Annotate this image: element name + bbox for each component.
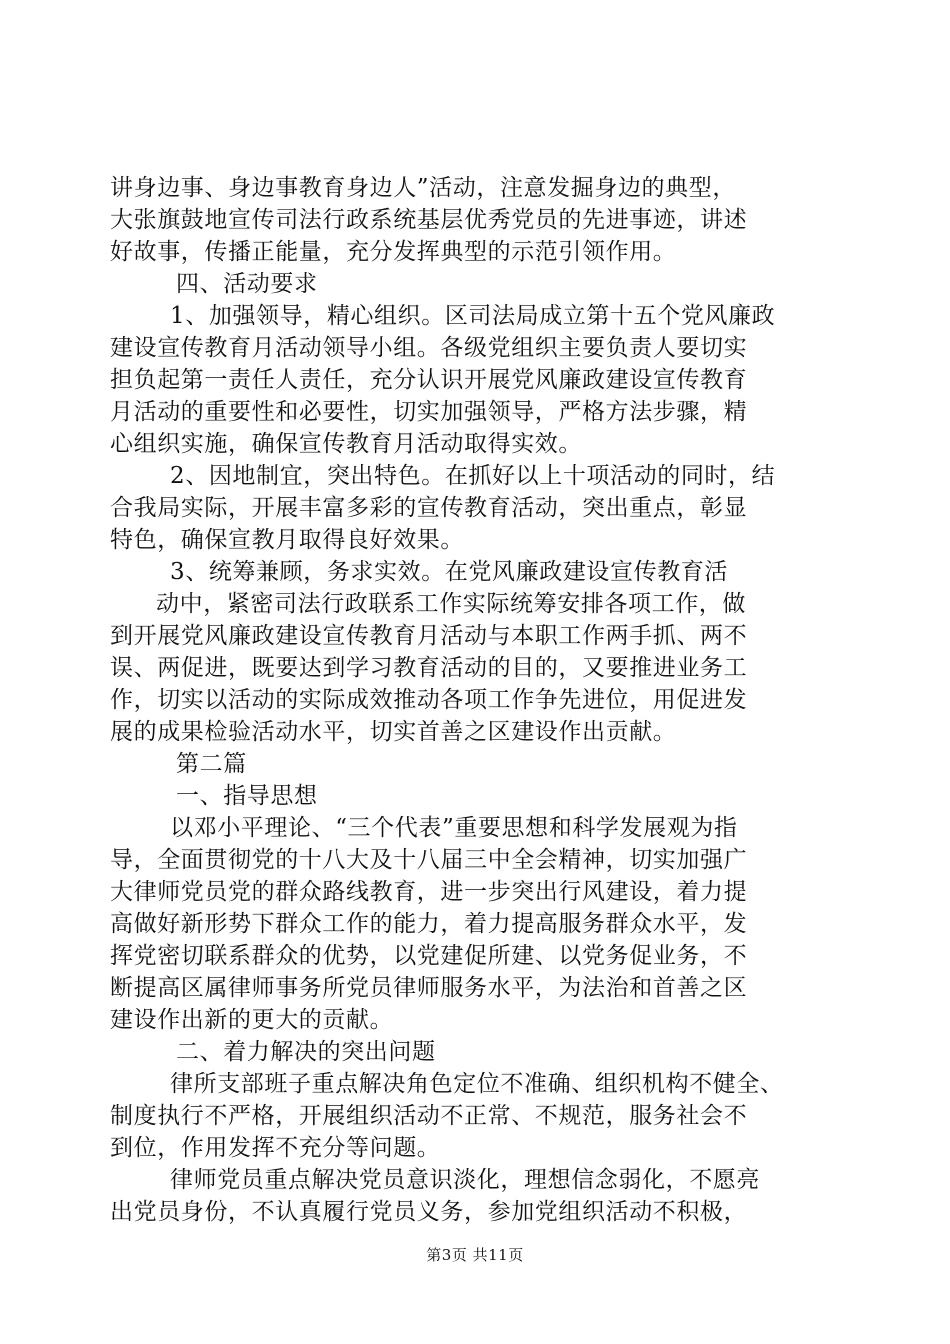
text-line: 制度执行不严格，开展组织活动不正常、不规范，服务社会不 <box>110 1103 748 1129</box>
section-heading: 二、着力解决的突出问题 <box>176 1039 436 1065</box>
text-line: 建设作出新的更大的贡献。 <box>110 1007 394 1033</box>
section-heading: 第二篇 <box>176 751 247 777</box>
text-line: 展的成果检验活动水平，切实首善之区建设作出贡献。 <box>110 719 677 745</box>
text-line: 到开展党风廉政建设宣传教育月活动与本职工作两手抓、两不 <box>110 623 748 649</box>
text-line: 导，全面贯彻党的十八大及十八届三中全会精神，切实加强广 <box>110 847 748 873</box>
text-line: 特色，确保宣教月取得良好效果。 <box>110 527 464 553</box>
text-line: 心组织实施，确保宣传教育月活动取得实效。 <box>110 431 582 457</box>
text-line: 出党员身份，不认真履行党员义务，参加党组织活动不积极， <box>110 1199 748 1225</box>
text-line: 作，切实以活动的实际成效推动各项工作争先进位，用促进发 <box>110 687 748 713</box>
text-line: 月活动的重要性和必要性，切实加强领导，严格方法步骤，精 <box>110 399 748 425</box>
text-line: 高做好新形势下群众工作的能力，着力提高服务群众水平，发 <box>110 911 748 937</box>
text-line: 1、加强领导，精心组织。区司法局成立第十五个党风廉政 <box>170 303 776 329</box>
section-heading: 四、活动要求 <box>176 271 318 297</box>
text-line: 误、两促进，既要达到学习教育活动的目的，又要推进业务工 <box>110 655 748 681</box>
text-line: 2、因地制宜，突出特色。在抓好以上十项活动的同时，结 <box>170 463 776 489</box>
text-line: 合我局实际，开展丰富多彩的宣传教育活动，突出重点，彰显 <box>110 495 748 521</box>
text-line: 大张旗鼓地宣传司法行政系统基层优秀党员的先进事迹，讲述 <box>110 207 748 233</box>
text-line: 讲身边事、身边事教育身边人”活动，注意发掘身边的典型， <box>110 175 736 201</box>
text-line: 担负起第一责任人责任，充分认识开展党风廉政建设宣传教育 <box>110 367 748 393</box>
text-line: 挥党密切联系群众的优势，以党建促所建、以党务促业务，不 <box>110 943 748 969</box>
text-line: 律师党员重点解决党员意识淡化，理想信念弱化，不愿亮 <box>170 1167 760 1193</box>
text-line: 好故事，传播正能量，充分发挥典型的示范引领作用。 <box>110 239 677 265</box>
text-line: 建设宣传教育月活动领导小组。各级党组织主要负责人要切实 <box>110 335 748 361</box>
section-heading: 一、指导思想 <box>176 783 318 809</box>
text-line: 大律师党员党的群众路线教育，进一步突出行风建设，着力提 <box>110 879 748 905</box>
text-line: 动中，紧密司法行政联系工作实际统筹安排各项工作，做 <box>156 591 746 617</box>
text-line: 到位，作用发挥不充分等问题。 <box>110 1135 441 1161</box>
text-line: 律所支部班子重点解决角色定位不准确、组织机构不健全、 <box>170 1071 784 1097</box>
text-line: 断提高区属律师事务所党员律师服务水平，为法治和首善之区 <box>110 975 748 1001</box>
text-line: 以邓小平理论、“三个代表”重要思想和科学发展观为指 <box>170 815 738 841</box>
page-number-footer: 第3页 共11页 <box>426 1246 524 1264</box>
text-line: 3、统筹兼顾，务求实效。在党风廉政建设宣传教育活 <box>170 559 729 585</box>
